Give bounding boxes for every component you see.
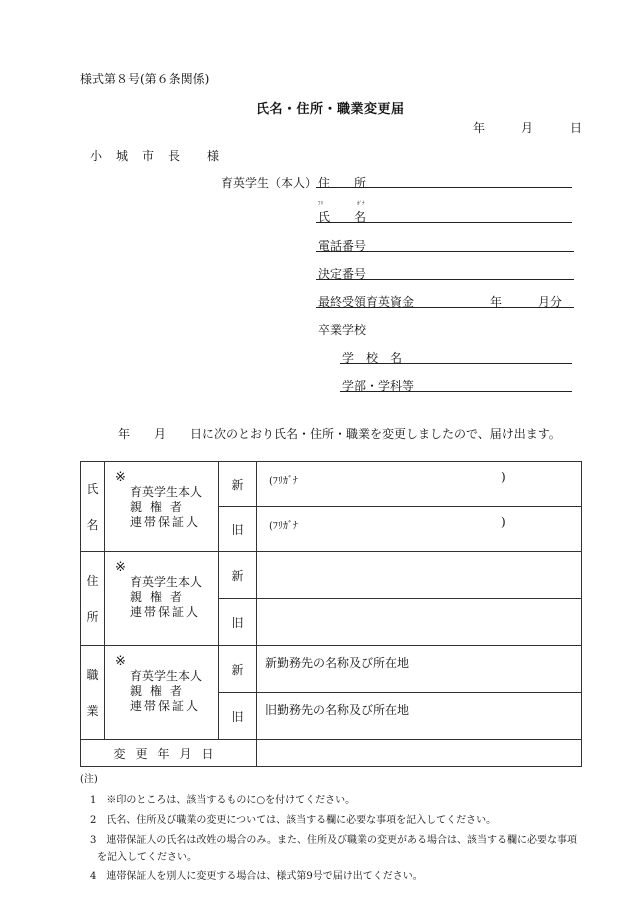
row-head-char: 住	[86, 573, 99, 588]
date-year-label: 年	[473, 121, 486, 135]
table-row-name-new	[81, 462, 582, 507]
date-day-label: 日	[570, 121, 583, 135]
addressee: 小 城 市 長 様	[90, 149, 221, 163]
role-guardian[interactable]: 親権者	[130, 500, 191, 514]
job-old-field[interactable]	[257, 693, 582, 740]
last-scholarship-line[interactable]	[316, 307, 574, 308]
row-head-char: 名	[86, 517, 99, 532]
furigana-mark-2: ｶﾞﾅ	[357, 201, 365, 207]
phone-label: 電話番号	[318, 239, 367, 253]
name-line[interactable]	[316, 222, 572, 223]
table-row-change-date	[81, 740, 582, 767]
old-employer-label: 旧勤務先の名称及び所在地	[265, 703, 410, 717]
row-head-job	[81, 646, 105, 740]
new-label: 新	[219, 552, 257, 599]
furigana-close: )	[501, 470, 506, 484]
school-name-label: 学 校 名	[342, 351, 403, 365]
note-item: 2 氏名、住所及び職業の変更については、該当する欄に必要な事項を記入してください。	[90, 815, 497, 826]
page-title: 氏名・住所・職業変更届	[256, 102, 405, 117]
applicant-label: 育英学生（本人）	[221, 176, 318, 190]
date-month-label: 月	[521, 121, 534, 135]
address-line[interactable]	[316, 187, 572, 188]
faculty-label: 学部・学科等	[342, 379, 415, 393]
roles-address[interactable]	[105, 552, 219, 646]
note-item: を記入してください。	[97, 852, 197, 863]
name-new-field[interactable]	[257, 462, 582, 507]
row-head-char: 職	[86, 667, 99, 682]
row-head-address	[81, 552, 105, 646]
row-head-char: 所	[86, 609, 99, 624]
furigana-mark-1: ﾌﾘ	[318, 201, 324, 207]
old-label: 旧	[219, 599, 257, 646]
note-item: 4 連帯保証人を別人に変更する場合は、様式第9号で届け出てください。	[90, 871, 423, 882]
graduated-label: 卒業学校	[318, 323, 367, 337]
decision-no-label: 決定番号	[318, 267, 367, 281]
change-date-label: 変更年月日	[81, 740, 257, 767]
new-label: 新	[219, 646, 257, 693]
job-new-field[interactable]	[257, 646, 582, 693]
row-head-char: 業	[86, 703, 99, 718]
check-mark: ※	[115, 560, 126, 575]
address-label: 住 所	[318, 176, 367, 190]
decision-no-line[interactable]	[316, 279, 574, 280]
school-name-line[interactable]	[340, 363, 572, 364]
form-number: 様式第８号(第６条関係)	[80, 72, 210, 86]
furigana-open: (ﾌﾘｶﾞﾅ	[269, 521, 298, 532]
new-label: 新	[219, 462, 257, 507]
role-student[interactable]: 育英学生本人	[130, 575, 203, 589]
new-employer-label: 新勤務先の名称及び所在地	[265, 656, 410, 670]
address-new-field[interactable]	[257, 552, 582, 599]
roles-job[interactable]	[105, 646, 219, 740]
statement: 年 月 日に次のとおり氏名・住所・職業を変更しましたので、届け出ます。	[118, 427, 561, 441]
role-guarantor[interactable]: 連帯保証人	[130, 699, 201, 713]
table-row-address-new	[81, 552, 582, 599]
last-month-label: 月分	[538, 295, 563, 309]
notes-label: (注)	[80, 774, 98, 785]
note-item: 3 連帯保証人の氏名は改姓の場合のみ。また、住所及び職業の変更がある場合は、該当する欄に必要な事項	[90, 835, 577, 846]
name-label: 氏 名	[318, 210, 367, 224]
phone-line[interactable]	[316, 251, 574, 252]
role-guardian[interactable]: 親権者	[130, 684, 191, 698]
role-guardian[interactable]: 親権者	[130, 590, 191, 604]
change-date-field[interactable]	[257, 740, 582, 767]
last-year-label: 年	[490, 295, 503, 309]
furigana-open: (ﾌﾘｶﾞﾅ	[269, 476, 298, 487]
role-guarantor[interactable]: 連帯保証人	[130, 605, 201, 619]
check-mark: ※	[115, 470, 126, 485]
check-mark: ※	[115, 654, 126, 669]
address-old-field[interactable]	[257, 599, 582, 646]
row-head-char: 氏	[86, 481, 99, 496]
furigana-close: )	[501, 515, 506, 529]
name-old-field[interactable]	[257, 507, 582, 552]
last-scholarship-label: 最終受領育英資金	[318, 295, 415, 309]
note-item: 1 ※印のところは、該当するものに○を付けてください。	[90, 795, 356, 806]
change-table	[80, 461, 582, 767]
old-label: 旧	[219, 507, 257, 552]
role-student[interactable]: 育英学生本人	[130, 485, 203, 499]
old-label: 旧	[219, 693, 257, 740]
role-student[interactable]: 育英学生本人	[130, 669, 203, 683]
faculty-line[interactable]	[340, 391, 572, 392]
role-guarantor[interactable]: 連帯保証人	[130, 515, 201, 529]
row-head-name	[81, 462, 105, 552]
table-row-job-new	[81, 646, 582, 693]
roles-name[interactable]	[105, 462, 219, 552]
